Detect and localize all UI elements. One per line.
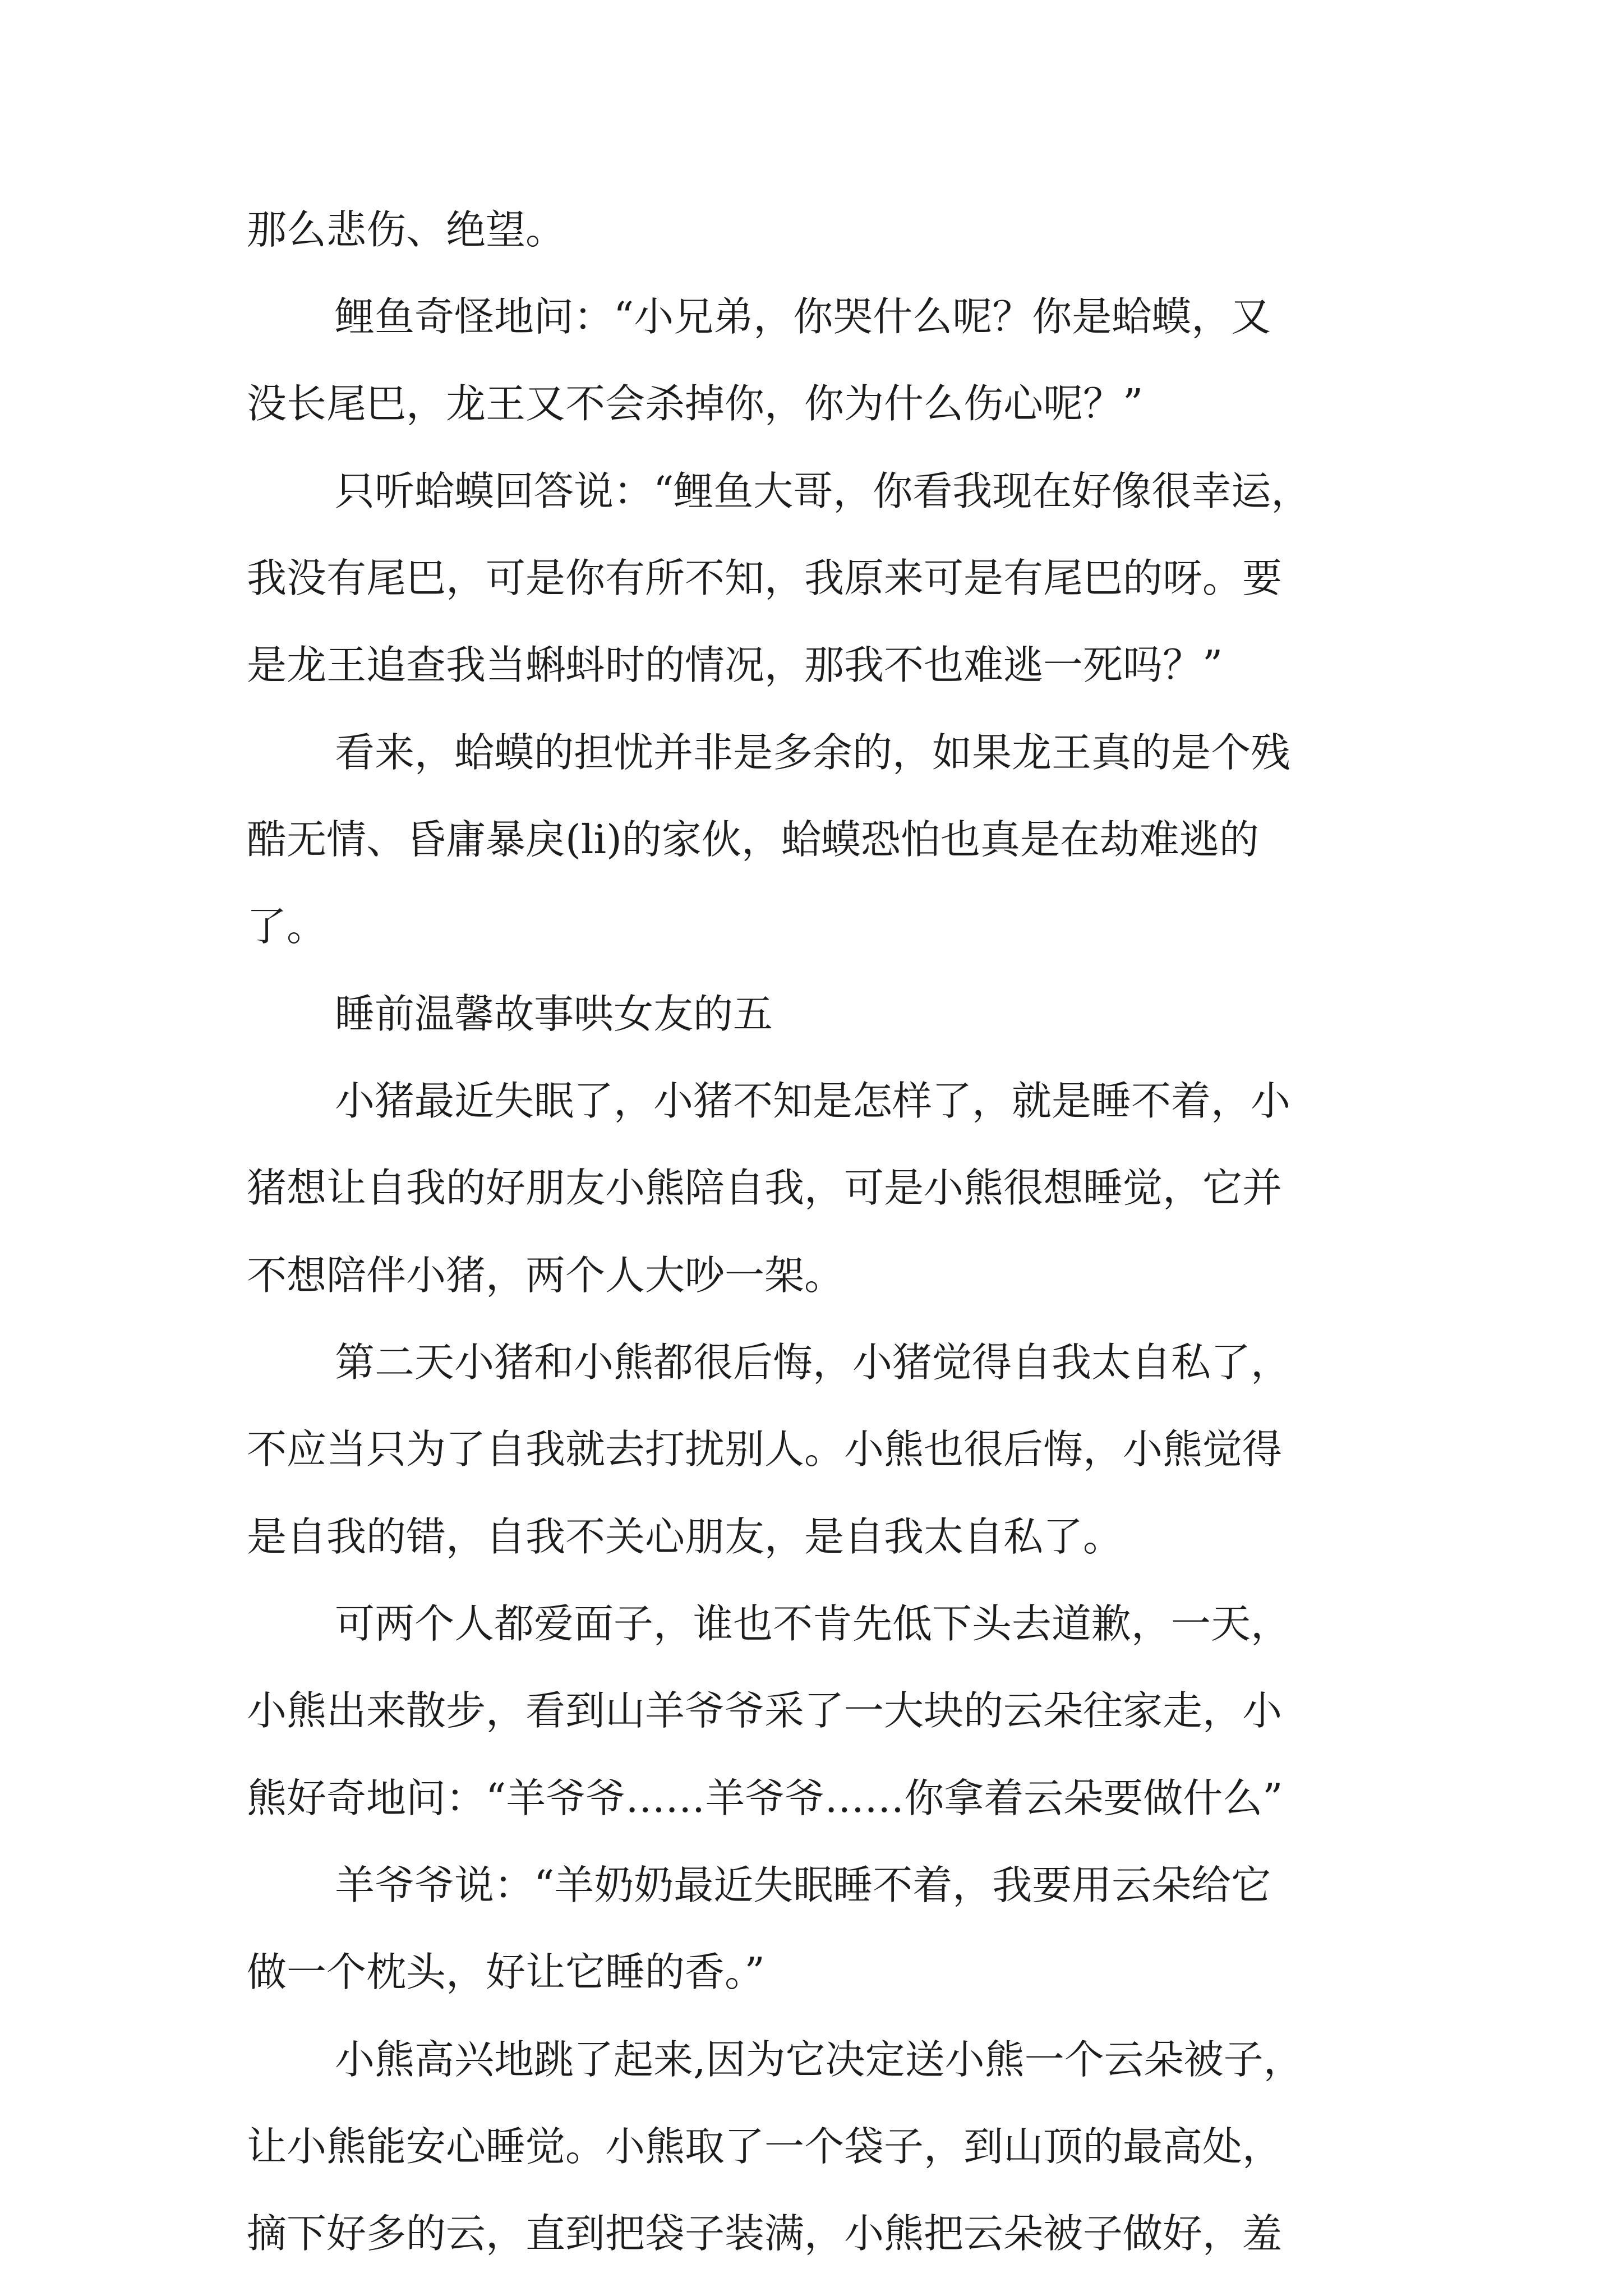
text-line: 可两个人都爱面子，谁也不肯先低下头去道歉，一天， [335, 1600, 1291, 1647]
text-line: 羊爷爷说：“羊奶奶最近失眠睡不着，我要用云朵给它 [335, 1862, 1271, 1908]
text-line: 做一个枕头，好让它睡的香。” [247, 1949, 765, 1995]
text-line: 是自我的错，自我不关心朋友，是自我太自私了。 [247, 1513, 1123, 1560]
text-line: 是龙王追查我当蝌蚪时的情况，那我不也难逃一死吗？” [247, 642, 1223, 688]
text-line: 第二天小猪和小熊都很后悔，小猪觉得自我太自私了， [335, 1339, 1291, 1386]
text-line: 让小熊能安心睡觉。小熊取了一个袋子，到山顶的最高处， [247, 2123, 1283, 2170]
text-line: 不想陪伴小猪，两个人大吵一架。 [247, 1252, 845, 1299]
text-line: 那么悲伤、绝望。 [247, 206, 566, 253]
text-line: 小猪最近失眠了，小猪不知是怎样了，就是睡不着，小 [335, 1078, 1291, 1124]
text-line: 酷无情、昏庸暴戾(li)的家伙，蛤蟆恐怕也真是在劫难逃的 [247, 816, 1259, 863]
text-line: 看来，蛤蟆的担忧并非是多余的，如果龙王真的是个残 [335, 729, 1291, 776]
text-line: 只听蛤蟆回答说：“鲤鱼大哥，你看我现在好像很幸运， [335, 468, 1311, 514]
text-line: 鲤鱼奇怪地问：“小兄弟，你哭什么呢？你是蛤蟆，又 [335, 293, 1271, 340]
section-heading: 睡前温馨故事哄女友的五 [335, 991, 773, 1037]
text-line: 不应当只为了自我就去打扰别人。小熊也很后悔，小熊觉得 [247, 1426, 1283, 1473]
text-line: 了。 [247, 903, 327, 950]
text-line: 我没有尾巴，可是你有所不知，我原来可是有尾巴的呀。要 [247, 555, 1283, 601]
text-line: 摘下好多的云，直到把袋子装满，小熊把云朵被子做好，羞 [247, 2210, 1283, 2257]
text-line: 猪想让自我的好朋友小熊陪自我，可是小熊很想睡觉，它并 [247, 1165, 1283, 1211]
text-line: 熊好奇地问：“羊爷爷……羊爷爷……你拿着云朵要做什么” [247, 1775, 1283, 1821]
text-line: 没长尾巴，龙王又不会杀掉你，你为什么伤心呢？” [247, 380, 1144, 427]
text-line: 小熊出来散步，看到山羊爷爷采了一大块的云朵往家走，小 [247, 1687, 1283, 1734]
text-line: 小熊高兴地跳了起来,因为它决定送小熊一个云朵被子， [335, 2036, 1303, 2083]
